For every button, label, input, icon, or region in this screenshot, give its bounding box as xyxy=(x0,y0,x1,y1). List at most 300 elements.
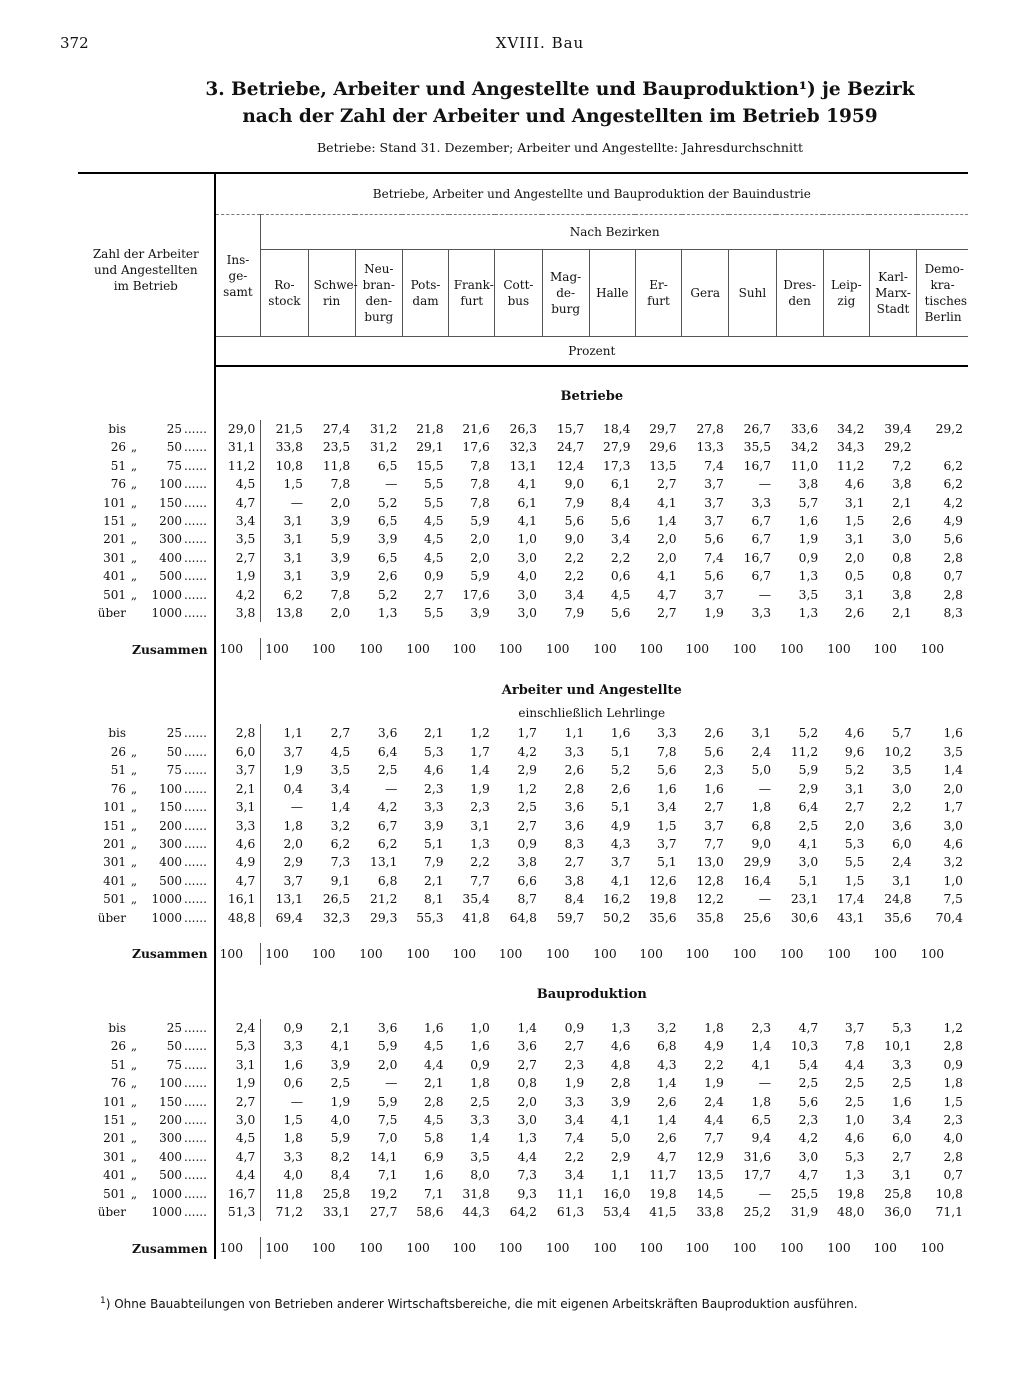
table-subtitle: Betriebe: Stand 31. Dezember; Arbeiter und Angestellte: Jahresdurchschnitt xyxy=(317,140,803,155)
table-cell: 2,7 xyxy=(704,800,724,815)
table-cell: 1,4 xyxy=(657,1112,677,1127)
table-cell: 3,8 xyxy=(892,587,912,602)
table-cell: 12,6 xyxy=(649,873,677,888)
section-title-stub xyxy=(78,384,215,408)
table-cell: 3,9 xyxy=(330,514,351,529)
table-cell: 3,6 xyxy=(564,800,585,815)
row-label-c: 200 xyxy=(159,1112,182,1127)
table-cell: 51,3 xyxy=(215,1203,261,1221)
row-label-b: „ xyxy=(130,1076,138,1091)
table-cell: 0,6 xyxy=(283,1076,303,1091)
section-title-stub xyxy=(78,678,215,702)
table-cell: 1,5 xyxy=(283,477,303,492)
sum-label: Zusammen xyxy=(78,638,215,660)
table-cell: 3,3 xyxy=(470,1112,490,1127)
sum-cell: 100 xyxy=(498,1241,523,1256)
table-cell: 3,0 xyxy=(892,781,912,796)
table-cell: 29,3 xyxy=(370,910,398,925)
row-label xyxy=(78,1129,215,1147)
table-cell: 2,0 xyxy=(283,836,303,851)
spacer-stub xyxy=(78,408,215,420)
table-cell: 25,8 xyxy=(884,1186,912,1201)
table-cell: 64,2 xyxy=(509,1205,538,1219)
table-cell: 7,8 xyxy=(330,477,351,492)
row-label-c: 500 xyxy=(159,873,182,888)
table-cell: 4,2 xyxy=(377,800,398,815)
sum-cell: 100 xyxy=(406,642,430,657)
table-cell: 4,6 xyxy=(844,1131,865,1146)
table-body xyxy=(78,366,968,1259)
table-cell: 7,3 xyxy=(330,855,351,870)
table-cell: 3,0 xyxy=(517,550,538,565)
spacer-stub xyxy=(78,622,215,638)
col-header-district: Cott- bus xyxy=(495,250,542,337)
table-cell: 3,1 xyxy=(892,873,912,888)
table-cell: 17,6 xyxy=(462,440,490,455)
table-cell: 3,9 xyxy=(424,818,444,833)
table-cell: 3,1 xyxy=(215,1056,261,1074)
table-cell: 10,2 xyxy=(884,744,912,759)
table-cell: 1,9 xyxy=(470,781,490,796)
table-row xyxy=(78,1111,968,1129)
row-label-leader: ...... xyxy=(184,1186,207,1201)
table-cell: 3,9 xyxy=(330,550,351,565)
table-cell: 3,7 xyxy=(215,761,261,779)
sum-cell: 100 xyxy=(780,946,804,961)
sum-cell: 100 xyxy=(312,946,336,961)
table-cell: 3,1 xyxy=(844,587,865,602)
row-label-a: 51 xyxy=(110,1057,126,1072)
sum-cell: 100 xyxy=(685,642,710,657)
table-cell: 17,7 xyxy=(743,1168,772,1183)
table-cell: 3,8 xyxy=(798,477,819,492)
table-cell: 29,1 xyxy=(416,440,444,455)
table-cell: 1,7 xyxy=(517,726,538,741)
table-cell: — xyxy=(385,1076,398,1091)
row-label xyxy=(78,438,215,456)
table-cell: 50,2 xyxy=(603,910,631,925)
table-cell: 2,6 xyxy=(892,514,912,529)
table-cell: 3,2 xyxy=(330,818,351,833)
table-row xyxy=(78,890,968,908)
table-cell: 6,7 xyxy=(751,532,772,547)
sum-cell: 100 xyxy=(546,1241,570,1256)
row-label xyxy=(78,798,215,816)
title-line-2: nach der Zahl der Arbeiter und Angestellten im Betrieb 1959 xyxy=(242,106,878,127)
table-cell: 6,0 xyxy=(215,743,261,761)
table-cell: 0,4 xyxy=(283,781,303,796)
table-cell: 3,8 xyxy=(517,855,538,870)
table-cell: 32,3 xyxy=(509,440,538,455)
row-label xyxy=(78,780,215,798)
table-cell: 4,1 xyxy=(517,477,538,492)
table-cell: 1,3 xyxy=(377,606,398,621)
table-cell: 48,0 xyxy=(837,1205,865,1219)
sum-cell: 100 xyxy=(215,1237,261,1259)
table-cell: 1,4 xyxy=(330,800,351,815)
table-cell: 31,9 xyxy=(790,1205,819,1219)
col-header-district: Suhl xyxy=(729,250,776,337)
table-cell: 7,2 xyxy=(892,458,912,473)
row-label-leader: ...... xyxy=(184,1149,207,1164)
row-label-leader: ...... xyxy=(184,818,207,833)
row-label xyxy=(78,512,215,530)
table-cell: 64,8 xyxy=(509,910,538,925)
spacer-stub xyxy=(78,1007,215,1019)
table-cell: 0,9 xyxy=(424,569,444,584)
spacer-stub xyxy=(78,366,215,384)
table-row xyxy=(78,1019,968,1037)
table-cell: 25,2 xyxy=(743,1205,772,1219)
table-cell: 7,7 xyxy=(704,1131,724,1146)
table-cell: 3,9 xyxy=(330,569,351,584)
spacer-cell xyxy=(215,408,968,420)
row-label-leader: ...... xyxy=(184,836,207,851)
spacer-cell xyxy=(215,366,968,384)
table-cell: 3,4 xyxy=(215,512,261,530)
table-cell: 3,1 xyxy=(892,1168,912,1183)
table-cell: 70,4 xyxy=(935,910,963,925)
table-cell: 2,4 xyxy=(892,855,912,870)
table-cell: 2,1 xyxy=(892,495,912,510)
row-label-leader: ...... xyxy=(184,1039,207,1054)
row-label-b: „ xyxy=(130,744,138,759)
row-label xyxy=(78,761,215,779)
table-cell: 8,0 xyxy=(470,1168,490,1183)
table-cell: 8,3 xyxy=(564,836,585,851)
table-cell: 1,4 xyxy=(943,763,963,778)
table-cell: 16,7 xyxy=(215,1185,261,1203)
sum-cell: 100 xyxy=(593,946,617,961)
table-cell: 16,1 xyxy=(215,890,261,908)
table-cell: 35,6 xyxy=(884,910,912,925)
row-label-a: 76 xyxy=(110,781,126,796)
table-row xyxy=(78,1148,968,1166)
col-header-district: Demo- kra- tisches Berlin xyxy=(917,250,968,337)
table-cell: 0,9 xyxy=(283,1020,303,1035)
table-cell: 11,2 xyxy=(837,458,865,473)
sum-cell: 100 xyxy=(732,642,757,657)
table-cell: 1,6 xyxy=(470,1039,490,1054)
table-cell: 1,8 xyxy=(943,1076,963,1091)
table-cell: 5,9 xyxy=(377,1094,398,1109)
table-cell: 41,5 xyxy=(649,1205,677,1219)
sum-label: Zusammen xyxy=(78,1237,215,1259)
table-cell: 0,7 xyxy=(943,1168,963,1183)
row-label-b: „ xyxy=(130,514,138,529)
spacer-cell xyxy=(215,622,968,638)
table-cell: 2,1 xyxy=(215,780,261,798)
table-cell: 3,9 xyxy=(610,1094,631,1109)
table-cell: 3,3 xyxy=(424,800,444,815)
row-label-a: 401 xyxy=(103,873,126,888)
table-cell: 2,7 xyxy=(564,855,585,870)
table-cell: 27,4 xyxy=(322,422,351,436)
table-cell: 5,3 xyxy=(892,1020,912,1035)
row-label-a: 501 xyxy=(103,1186,126,1201)
table-cell: 4,6 xyxy=(943,836,963,851)
table-cell: 1,0 xyxy=(943,873,963,888)
row-label-b: „ xyxy=(130,836,138,851)
table-cell: 7,4 xyxy=(704,458,724,473)
table-cell: 6,5 xyxy=(751,1112,772,1127)
table-cell: 4,4 xyxy=(215,1166,261,1184)
table-cell: 1,9 xyxy=(704,606,724,621)
table-cell: 4,3 xyxy=(657,1057,677,1072)
table-cell: 2,3 xyxy=(470,800,490,815)
table-cell: 2,7 xyxy=(517,1057,538,1072)
table-cell: — xyxy=(758,781,772,796)
table-row xyxy=(78,780,968,798)
table-cell: 5,8 xyxy=(424,1131,444,1146)
table-cell: 29,2 xyxy=(884,440,912,455)
table-cell: 3,0 xyxy=(517,587,538,602)
row-label-a: 101 xyxy=(103,495,126,510)
table-cell: 2,3 xyxy=(798,1112,819,1127)
row-label-leader: ...... xyxy=(184,763,207,778)
table-cell: 9,3 xyxy=(517,1186,538,1201)
spacer-cell xyxy=(215,1007,968,1019)
table-cell: 5,2 xyxy=(798,726,819,741)
table-cell: 3,0 xyxy=(517,1112,538,1127)
table-cell: 8,4 xyxy=(610,495,631,510)
table-cell: 4,1 xyxy=(751,1057,772,1072)
row-label-c: 75 xyxy=(166,1057,182,1072)
table-cell: 3,6 xyxy=(377,726,398,741)
table-cell: 16,7 xyxy=(743,550,772,565)
table-cell: 3,3 xyxy=(657,726,677,741)
table-cell: 15,7 xyxy=(556,422,585,436)
table-cell: 1,6 xyxy=(283,1057,303,1072)
table-cell: 16,7 xyxy=(743,458,772,473)
table-cell: 1,6 xyxy=(704,781,724,796)
table-cell: 35,5 xyxy=(743,440,772,455)
table-cell: 5,3 xyxy=(844,1149,865,1164)
table-cell: 5,6 xyxy=(564,514,585,529)
table-cell: 3,8 xyxy=(215,604,261,622)
table-cell: 4,1 xyxy=(610,873,631,888)
row-label-a: 151 xyxy=(103,818,126,833)
table-cell: 0,7 xyxy=(943,569,963,584)
table-cell: 3,5 xyxy=(470,1149,490,1164)
sum-cell: 100 xyxy=(498,946,523,961)
table-cell: 3,7 xyxy=(704,477,724,492)
table-cell: 3,1 xyxy=(751,726,772,741)
table-cell: 2,3 xyxy=(751,1020,772,1035)
row-label-leader: ...... xyxy=(184,532,207,547)
table-title xyxy=(130,76,990,130)
table-cell: 2,9 xyxy=(517,763,538,778)
sum-cell: 100 xyxy=(920,946,945,961)
row-label xyxy=(78,817,215,835)
table-cell: 3,0 xyxy=(798,1149,819,1164)
table-row xyxy=(78,724,968,742)
table-cell: 2,8 xyxy=(215,724,261,742)
table-cell: 33,8 xyxy=(696,1205,724,1219)
row-label xyxy=(78,1037,215,1055)
row-label-b: „ xyxy=(130,495,138,510)
table-cell: 2,8 xyxy=(943,550,963,565)
table-cell: 4,5 xyxy=(215,1129,261,1147)
table-cell: — xyxy=(290,495,303,510)
table-cell: 9,0 xyxy=(564,532,585,547)
table-cell xyxy=(917,438,968,456)
row-label-leader: ...... xyxy=(184,1112,207,1127)
table-cell: 4,7 xyxy=(215,872,261,890)
table-cell: 3,6 xyxy=(892,818,912,833)
table-cell: 6,8 xyxy=(657,1039,677,1054)
table-cell: 21,5 xyxy=(275,422,303,436)
table-cell: 1,6 xyxy=(657,781,677,796)
row-label xyxy=(78,475,215,493)
sum-cell: 100 xyxy=(312,642,336,657)
table-cell: 7,0 xyxy=(377,1131,398,1146)
table-cell: 3,7 xyxy=(844,1020,865,1035)
sum-cell: 100 xyxy=(920,642,945,657)
table-cell: 3,4 xyxy=(564,1112,585,1127)
table-cell: 19,8 xyxy=(649,892,677,907)
row-label-c: 75 xyxy=(166,458,182,473)
row-label-b: „ xyxy=(130,800,138,815)
table-cell: 2,9 xyxy=(798,781,819,796)
row-label-b: „ xyxy=(130,1057,138,1072)
row-label-leader: ...... xyxy=(184,495,207,510)
table-cell: 6,2 xyxy=(943,458,963,473)
table-cell: 2,6 xyxy=(704,726,724,741)
table-cell: 7,9 xyxy=(564,606,585,621)
table-cell: 4,6 xyxy=(215,835,261,853)
table-cell: 4,1 xyxy=(657,495,677,510)
row-label-leader: ...... xyxy=(184,1168,207,1183)
table-cell: 19,8 xyxy=(649,1186,677,1201)
table-cell: 12,2 xyxy=(696,892,724,907)
table-cell: 24,8 xyxy=(884,892,912,907)
table-cell: 21,8 xyxy=(416,422,444,436)
col-header-district: Er- furt xyxy=(635,250,681,337)
table-cell: 55,3 xyxy=(416,910,444,925)
table-cell: 5,2 xyxy=(610,763,631,778)
table-cell: 25,8 xyxy=(322,1186,351,1201)
row-label-b: „ xyxy=(130,1039,138,1054)
row-label-c: 50 xyxy=(166,1039,182,1054)
row-label xyxy=(78,890,215,908)
table-cell: 35,8 xyxy=(696,910,724,925)
row-label-c: 500 xyxy=(159,569,182,584)
table-cell: 30,6 xyxy=(790,910,819,925)
col-header-district: Neu- bran- den- burg xyxy=(355,250,402,337)
row-label-leader: ...... xyxy=(184,1094,207,1109)
table-cell: 8,3 xyxy=(943,606,963,621)
table-cell: 23,1 xyxy=(790,892,819,907)
row-label-c: 150 xyxy=(159,495,182,510)
table-cell: 3,3 xyxy=(564,1094,585,1109)
table-cell: 1,8 xyxy=(283,1131,303,1146)
table-cell: 3,6 xyxy=(564,818,585,833)
table-row xyxy=(78,798,968,816)
table-cell: 2,5 xyxy=(798,1076,819,1091)
table-cell: 26,3 xyxy=(509,422,538,436)
row-label xyxy=(78,1111,215,1129)
table-cell: 3,3 xyxy=(283,1149,303,1164)
sum-cell: 100 xyxy=(920,1241,945,1256)
table-cell: 5,2 xyxy=(844,763,865,778)
table-cell: 10,1 xyxy=(884,1039,912,1054)
table-cell: 5,6 xyxy=(657,763,677,778)
table-cell: 33,1 xyxy=(322,1205,351,1219)
table-cell: 29,9 xyxy=(743,855,772,870)
sum-cell: 100 xyxy=(265,642,289,657)
section-subtitle-stub xyxy=(78,702,215,724)
row-label-c: 25 xyxy=(166,726,182,741)
table-cell: 12,4 xyxy=(556,458,585,473)
table-cell: 13,8 xyxy=(275,606,303,621)
table-cell: 7,1 xyxy=(424,1186,444,1201)
table-cell: 25,5 xyxy=(790,1186,819,1201)
row-label xyxy=(78,872,215,890)
table-cell: 0,5 xyxy=(844,569,865,584)
table-cell: 2,4 xyxy=(704,1094,724,1109)
table-cell: 11,8 xyxy=(275,1186,303,1201)
table-cell: 11,8 xyxy=(322,458,351,473)
table-cell: 7,8 xyxy=(470,458,490,473)
table-cell: 58,6 xyxy=(416,1205,444,1219)
table-row xyxy=(78,604,968,622)
table-cell: 8,4 xyxy=(330,1168,351,1183)
footnote-text: ) Ohne Bauabteilungen von Betrieben anderer Wirtschaftsbereiche, die mit eigenen Arbeitskräften Bauproduktion ausführen. xyxy=(105,1297,858,1311)
sum-cell: 100 xyxy=(452,642,477,657)
table-cell: 2,3 xyxy=(704,763,724,778)
table-cell: 5,9 xyxy=(377,1039,398,1054)
sum-cell: 100 xyxy=(265,1241,289,1256)
table-cell: 3,0 xyxy=(943,818,963,833)
table-cell: 4,7 xyxy=(215,1148,261,1166)
table-cell: 13,3 xyxy=(696,440,724,455)
statistics-table-wrap xyxy=(78,172,968,1259)
table-cell: 3,9 xyxy=(377,532,398,547)
table-cell: 7,8 xyxy=(657,744,677,759)
row-label-b: „ xyxy=(130,892,138,907)
row-label xyxy=(78,1166,215,1184)
table-cell: 2,3 xyxy=(564,1057,585,1072)
table-cell: 2,0 xyxy=(517,1094,538,1109)
table-cell: 4,5 xyxy=(610,587,631,602)
table-cell: 5,6 xyxy=(610,514,631,529)
table-cell: 4,5 xyxy=(424,514,444,529)
row-label xyxy=(78,1093,215,1111)
table-cell: 1,5 xyxy=(283,1112,303,1127)
table-cell: 4,9 xyxy=(704,1039,724,1054)
section-title-row xyxy=(78,678,968,702)
table-cell: 4,4 xyxy=(704,1112,724,1127)
row-label-a: 201 xyxy=(103,532,126,547)
table-cell: 5,1 xyxy=(610,800,631,815)
sum-cell: 100 xyxy=(359,642,383,657)
row-label-b: „ xyxy=(130,569,138,584)
table-cell: 6,8 xyxy=(377,873,398,888)
table-cell: 6,4 xyxy=(798,800,819,815)
table-cell: 21,2 xyxy=(370,892,398,907)
spacer-stub xyxy=(78,927,215,943)
row-label-leader: ...... xyxy=(184,910,207,925)
table-cell: 44,3 xyxy=(462,1205,490,1219)
table-cell: 2,7 xyxy=(330,726,351,741)
row-label-a: 26 xyxy=(110,440,126,455)
table-cell: 59,7 xyxy=(556,910,585,925)
table-cell: 2,6 xyxy=(657,1094,677,1109)
table-cell: 4,4 xyxy=(424,1057,444,1072)
sum-cell: 100 xyxy=(312,1241,336,1256)
table-cell: 10,3 xyxy=(790,1039,819,1054)
